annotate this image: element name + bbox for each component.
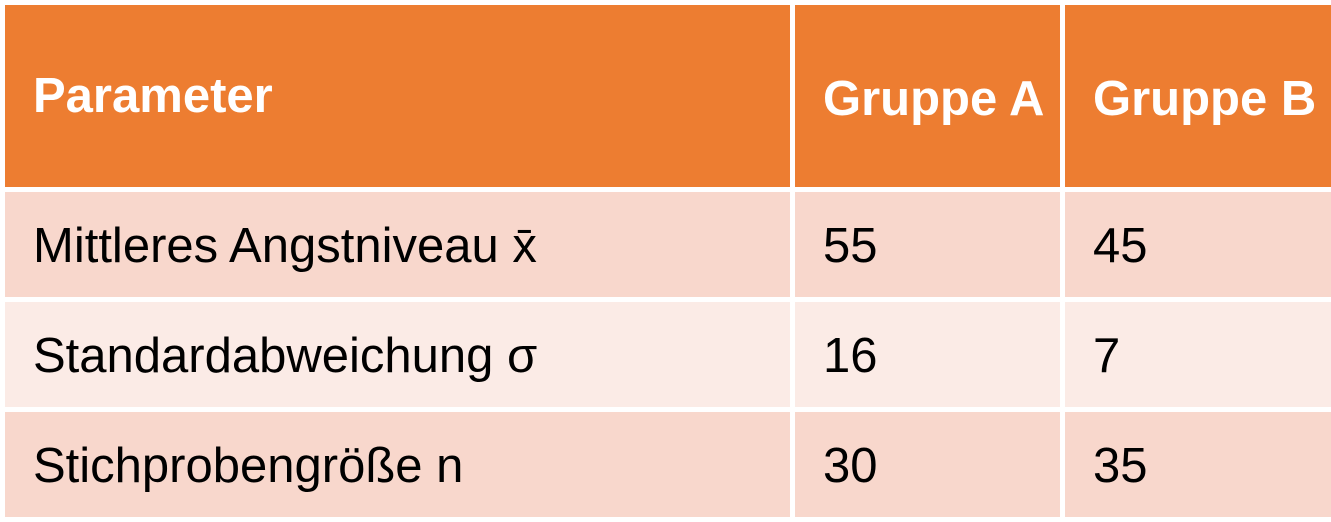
- row-label: Standardabweichung σ: [3, 300, 793, 410]
- cell-gruppe-a: 16: [793, 300, 1063, 410]
- header-row: [3, 3, 1331, 190]
- header-gruppe-a: Gruppe A: [793, 3, 1063, 190]
- table-row: [3, 190, 1331, 300]
- cell-gruppe-b: 35: [1063, 410, 1331, 520]
- table-row: [3, 410, 1331, 520]
- header-parameter: Parameter: [3, 3, 793, 190]
- cell-gruppe-a: 55: [793, 190, 1063, 300]
- header-gruppe-b: Gruppe B: [1063, 3, 1331, 190]
- table-row: [3, 300, 1331, 410]
- cell-gruppe-b: 7: [1063, 300, 1331, 410]
- cell-gruppe-a: 30: [793, 410, 1063, 520]
- cell-gruppe-b: 45: [1063, 190, 1331, 300]
- row-label: Stichprobengröße n: [3, 410, 793, 520]
- row-label: Mittleres Angstniveau x̄: [3, 190, 793, 300]
